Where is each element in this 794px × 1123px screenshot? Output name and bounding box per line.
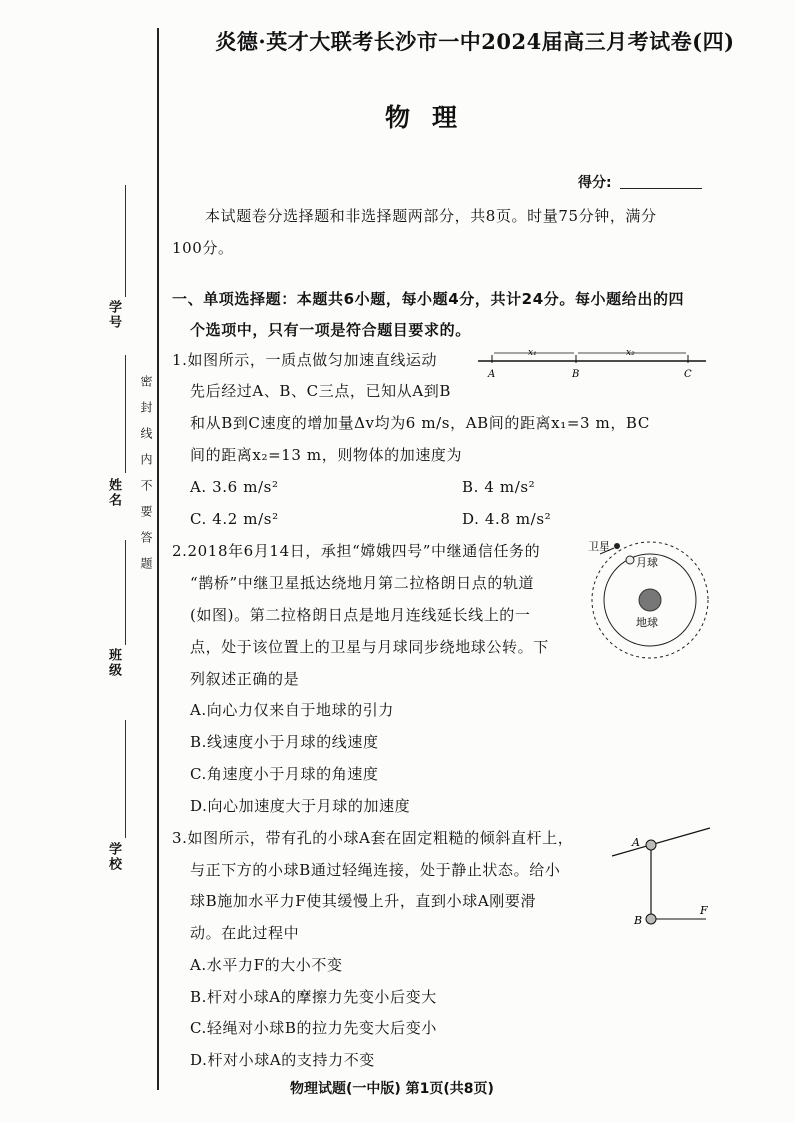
earth-body: [639, 589, 661, 611]
q2-option-c: C.角速度小于月球的角速度: [190, 765, 379, 783]
q3-rod: [612, 828, 710, 856]
q1-point-a: A: [488, 369, 496, 380]
satellite-label: 卫星: [588, 540, 610, 553]
q1-line-4: 间的距离x₂=13 m，则物体的加速度为: [190, 446, 463, 464]
intro-line-2: 100分。: [172, 239, 234, 257]
q3-line-4: 动。在此过程中: [190, 924, 300, 942]
q2-line-4: 点，处于该位置上的卫星与月球同步绕地球公转。下: [190, 638, 549, 656]
q3-label-b: B: [634, 914, 643, 927]
section1-heading-1: 一、单项选择题：本题共6小题，每小题4分，共计24分。每小题给出的四: [172, 290, 685, 308]
class-blank: [125, 540, 126, 645]
q2-option-d: D.向心加速度大于月球的加速度: [190, 797, 411, 815]
q3-option-d: D.杆对小球A的支持力不变: [190, 1051, 375, 1069]
satellite-body: [614, 543, 620, 549]
section1-heading-2: 个选项中，只有一项是符合题目要求的。: [190, 321, 471, 339]
q1-line-3: 和从B到C速度的增加量Δv均为6 m/s，AB间的距离x₁=3 m，BC: [190, 414, 650, 432]
q1-option-d: D. 4.8 m/s²: [462, 510, 552, 528]
q1-option-a: A. 3.6 m/s²: [190, 478, 279, 496]
q2-option-a: A.向心力仅来自于地球的引力: [190, 701, 395, 719]
student-id-label: 学号: [106, 300, 121, 330]
q2-line-2: “鹊桥”中继卫星抵达绕地月第二拉格朗日点的轨道: [190, 574, 535, 592]
q3-line-1: 3.如图所示，带有孔的小球A套在固定粗糙的倾斜直杆上，: [172, 829, 574, 847]
subject-title: 物理: [385, 103, 480, 132]
name-blank: [125, 355, 126, 473]
school-label: 学校: [106, 842, 121, 872]
earth-label: 地球: [636, 616, 658, 629]
class-label: 班级: [106, 648, 121, 678]
exam-title: 炎德·英才大联考长沙市一中2024届高三月考试卷(四): [215, 29, 735, 54]
q3-line-3: 球B施加水平力F使其缓慢上升，直到小球A刚要滑: [190, 892, 537, 910]
seal-warning: 密封线内不要答题: [139, 375, 153, 583]
score-label: 得分:: [578, 175, 612, 191]
q1-point-c: C: [684, 369, 692, 380]
q2-option-b: B.线速度小于月球的线速度: [190, 733, 379, 751]
q1-point-b: B: [572, 369, 580, 380]
q3-option-c: C.轻绳对小球B的拉力先变大后变小: [190, 1019, 437, 1037]
q3-label-a: A: [632, 836, 640, 849]
q3-figure: [610, 818, 714, 936]
q1-x2-label: x₂: [626, 348, 635, 358]
page-footer: 物理试题(一中版) 第1页(共8页): [290, 1081, 494, 1097]
q3-ball-b: [646, 914, 656, 924]
q1-option-b: B. 4 m/s²: [462, 478, 536, 496]
q1-line-1: 1.如图所示，一质点做匀加速直线运动: [172, 351, 438, 369]
q2-line-3: (如图)。第二拉格朗日点是地月连线延长线上的一: [190, 606, 531, 624]
name-label: 姓名: [106, 478, 121, 508]
binding-line: [157, 28, 159, 1090]
q2-line-1: 2.2018年6月14日，承担“嫦娥四号”中继通信任务的: [172, 542, 541, 560]
score-blank: [620, 188, 702, 189]
q3-option-a: A.水平力F的大小不变: [190, 956, 343, 974]
moon-label: 月球: [636, 556, 658, 569]
q1-option-c: C. 4.2 m/s²: [190, 510, 279, 528]
q3-label-f: F: [700, 904, 708, 917]
q3-line-2: 与正下方的小球B通过轻绳连接，处于静止状态。给小: [190, 861, 561, 879]
q1-figure: [470, 345, 710, 380]
q1-line-2: 先后经过A、B、C三点，已知从A到B: [190, 382, 451, 400]
q3-ball-a: [646, 840, 656, 850]
q2-line-5: 列叙述正确的是: [190, 670, 300, 688]
q2-orbit-figure: [582, 536, 712, 668]
school-blank: [125, 720, 126, 838]
q1-x1-label: x₁: [528, 348, 537, 358]
moon-body: [626, 556, 634, 564]
q3-option-b: B.杆对小球A的摩擦力先变小后变大: [190, 988, 437, 1006]
intro-line-1: 本试题卷分选择题和非选择题两部分，共8页。时量75分钟，满分: [205, 207, 657, 225]
student-id-blank: [125, 185, 126, 297]
